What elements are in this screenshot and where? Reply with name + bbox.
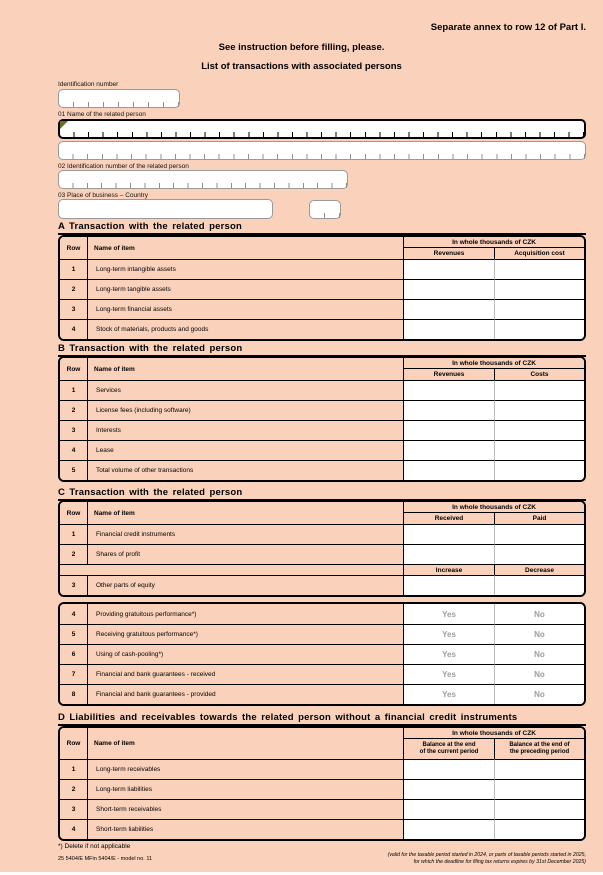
row-number: 4	[60, 819, 87, 839]
col-header-line: of the current period	[419, 749, 479, 755]
value-cell[interactable]	[494, 524, 584, 544]
col-header-line: Balance at the end	[422, 741, 476, 748]
form-title: List of transactions with associated persons	[201, 61, 402, 72]
row-number: 5	[60, 624, 87, 644]
value-cell[interactable]	[494, 259, 584, 279]
yes-option[interactable]: Yes	[403, 604, 494, 624]
value-cell[interactable]	[403, 380, 494, 400]
footnote: *) Delete if not applicable	[58, 843, 131, 850]
row-number: 7	[60, 664, 87, 684]
value-cell[interactable]	[403, 259, 494, 279]
col-header-increase: Increase	[403, 564, 494, 575]
value-cell[interactable]	[494, 420, 584, 440]
col-header-costs: Costs	[494, 369, 584, 380]
country-code-input[interactable]	[309, 200, 341, 219]
row-number: 8	[60, 684, 87, 704]
value-cell[interactable]	[494, 799, 584, 819]
row-number: 5	[60, 460, 87, 480]
value-cell[interactable]	[403, 524, 494, 544]
value-cell[interactable]	[403, 799, 494, 819]
section-c-yes-no-table	[58, 602, 586, 706]
row-label: Financial and bank guarantees - received	[87, 664, 403, 684]
col-header-name: Name of item	[87, 358, 403, 380]
value-cell[interactable]	[403, 400, 494, 420]
row-label: Interests	[87, 420, 403, 440]
value-cell[interactable]	[494, 544, 584, 564]
col-header-row: Row	[60, 728, 87, 759]
value-cell[interactable]	[403, 759, 494, 779]
col-header-revenues: Revenues	[403, 248, 494, 259]
row-number: 4	[60, 604, 87, 624]
row-label: Providing gratuitous performance*)	[87, 604, 403, 624]
row-label: Services	[87, 380, 403, 400]
id-number-input[interactable]	[58, 89, 180, 108]
section-d-title: D Liabilities and receivables towards the related person without a financial credit instruments	[58, 712, 586, 726]
value-cell[interactable]	[403, 299, 494, 319]
value-cell[interactable]	[403, 575, 494, 595]
col-header-row: Row	[60, 358, 87, 380]
row-label: Short-term liabilities	[87, 819, 403, 839]
row-label: Long-term receivables	[87, 759, 403, 779]
value-cell[interactable]	[494, 575, 584, 595]
row-label: Long-term financial assets	[87, 299, 403, 319]
col-header-revenues: Revenues	[403, 369, 494, 380]
col-header-received: Received	[403, 513, 494, 524]
section-c-table	[58, 500, 586, 597]
value-cell[interactable]	[403, 460, 494, 480]
value-cell[interactable]	[494, 440, 584, 460]
value-cell[interactable]	[494, 460, 584, 480]
row-number: 1	[60, 524, 87, 544]
col-header-line: the preceding period	[509, 749, 570, 755]
value-cell[interactable]	[403, 279, 494, 299]
value-cell[interactable]	[403, 779, 494, 799]
value-cell[interactable]	[403, 440, 494, 460]
row-label: License fees (including software)	[87, 400, 403, 420]
col-header-name: Name of item	[87, 502, 403, 524]
col-header-czk: In whole thousands of CZK	[403, 237, 584, 248]
row-number: 2	[60, 779, 87, 799]
row-label: Receiving gratuitous performance*)	[87, 624, 403, 644]
section-a-title: A Transaction with the related person	[58, 221, 586, 235]
section-c-title: C Transaction with the related person	[58, 487, 586, 501]
yes-option[interactable]: Yes	[403, 664, 494, 684]
value-cell[interactable]	[403, 319, 494, 339]
yes-option[interactable]: Yes	[403, 684, 494, 704]
value-cell[interactable]	[403, 819, 494, 839]
value-cell[interactable]	[403, 420, 494, 440]
value-cell[interactable]	[494, 299, 584, 319]
col-header-paid: Paid	[494, 513, 584, 524]
row-label: Using of cash-pooling*)	[87, 644, 403, 664]
no-option[interactable]: No	[494, 624, 584, 644]
row-label: Stock of materials, products and goods	[87, 319, 403, 339]
section-d-table	[58, 726, 586, 841]
value-cell[interactable]	[494, 779, 584, 799]
validity-line-1: (valid for the taxable period started in 2024, or parts of taxable periods started in 2025,	[387, 852, 586, 858]
row-label: Lease	[87, 440, 403, 460]
col-header-row: Row	[60, 237, 87, 259]
value-cell[interactable]	[494, 380, 584, 400]
related-person-name-input-line2[interactable]	[58, 141, 586, 160]
no-option[interactable]: No	[494, 684, 584, 704]
row-number: 2	[60, 400, 87, 420]
row-number: 2	[60, 279, 87, 299]
related-person-name-input-line1[interactable]	[58, 119, 586, 139]
col-header-preceding-period	[494, 739, 584, 759]
value-cell[interactable]	[494, 819, 584, 839]
row-label: Long-term tangible assets	[87, 279, 403, 299]
section-b-title: B Transaction with the related person	[58, 343, 586, 357]
row-label: Financial credit instruments	[87, 524, 403, 544]
value-cell[interactable]	[494, 279, 584, 299]
row-number: 1	[60, 259, 87, 279]
row-number: 1	[60, 380, 87, 400]
row-number: 2	[60, 544, 87, 564]
annex-note: Separate annex to row 12 of Part I.	[430, 22, 586, 33]
yes-option[interactable]: Yes	[403, 624, 494, 644]
subheader-spacer	[60, 564, 403, 575]
col-header-current-period	[403, 739, 494, 759]
instruction-note: See instruction before filling, please.	[218, 42, 385, 53]
row-label: Long-term liabilities	[87, 779, 403, 799]
related-person-id-input[interactable]	[58, 170, 348, 189]
place-of-business-input[interactable]	[58, 199, 273, 219]
related-person-name-label: 01 Name of the related person	[58, 111, 146, 118]
validity-line-2: for which the deadline for filing tax returns expires by 31st December 2025)	[413, 859, 586, 866]
no-option[interactable]: No	[494, 644, 584, 664]
row-label: Total volume of other transactions	[87, 460, 403, 480]
row-number: 1	[60, 759, 87, 779]
col-header-czk: In whole thousands of CZK	[403, 502, 584, 513]
no-option[interactable]: No	[494, 664, 584, 684]
row-number: 4	[60, 319, 87, 339]
related-person-id-label: 02 Identification number of the related person	[58, 163, 189, 170]
section-a-table	[58, 235, 586, 341]
value-cell[interactable]	[494, 319, 584, 339]
value-cell[interactable]	[403, 544, 494, 564]
row-label: Shares of profit	[87, 544, 403, 564]
row-number: 3	[60, 799, 87, 819]
row-label: Short-term receivables	[87, 799, 403, 819]
place-of-business-label: 03 Place of business – Country	[58, 192, 148, 199]
value-cell[interactable]	[494, 759, 584, 779]
row-number: 3	[60, 420, 87, 440]
section-b-table	[58, 356, 586, 482]
id-number-label: Identification number	[58, 81, 119, 88]
row-number: 3	[60, 299, 87, 319]
row-label: Long-term intangible assets	[87, 259, 403, 279]
col-header-czk: In whole thousands of CZK	[403, 358, 584, 369]
col-header-decrease: Decrease	[494, 564, 584, 575]
col-header-row: Row	[60, 502, 87, 524]
row-label: Other parts of equity	[87, 575, 403, 595]
row-label: Financial and bank guarantees - provided	[87, 684, 403, 704]
row-number: 3	[60, 575, 87, 595]
validity-note	[388, 852, 586, 866]
col-header-czk: In whole thousands of CZK	[403, 728, 584, 739]
row-number: 4	[60, 440, 87, 460]
form-code: 25 5404/E MFin 5404/E - model no. 11	[58, 856, 153, 862]
no-option[interactable]: No	[494, 604, 584, 624]
col-header-line: Balance at the end of	[509, 741, 570, 748]
row-number: 6	[60, 644, 87, 664]
col-header-name: Name of item	[87, 237, 403, 259]
col-header-acquisition-cost: Acquisition cost	[494, 248, 584, 259]
col-header-name: Name of item	[87, 728, 403, 759]
yes-option[interactable]: Yes	[403, 644, 494, 664]
value-cell[interactable]	[494, 400, 584, 420]
